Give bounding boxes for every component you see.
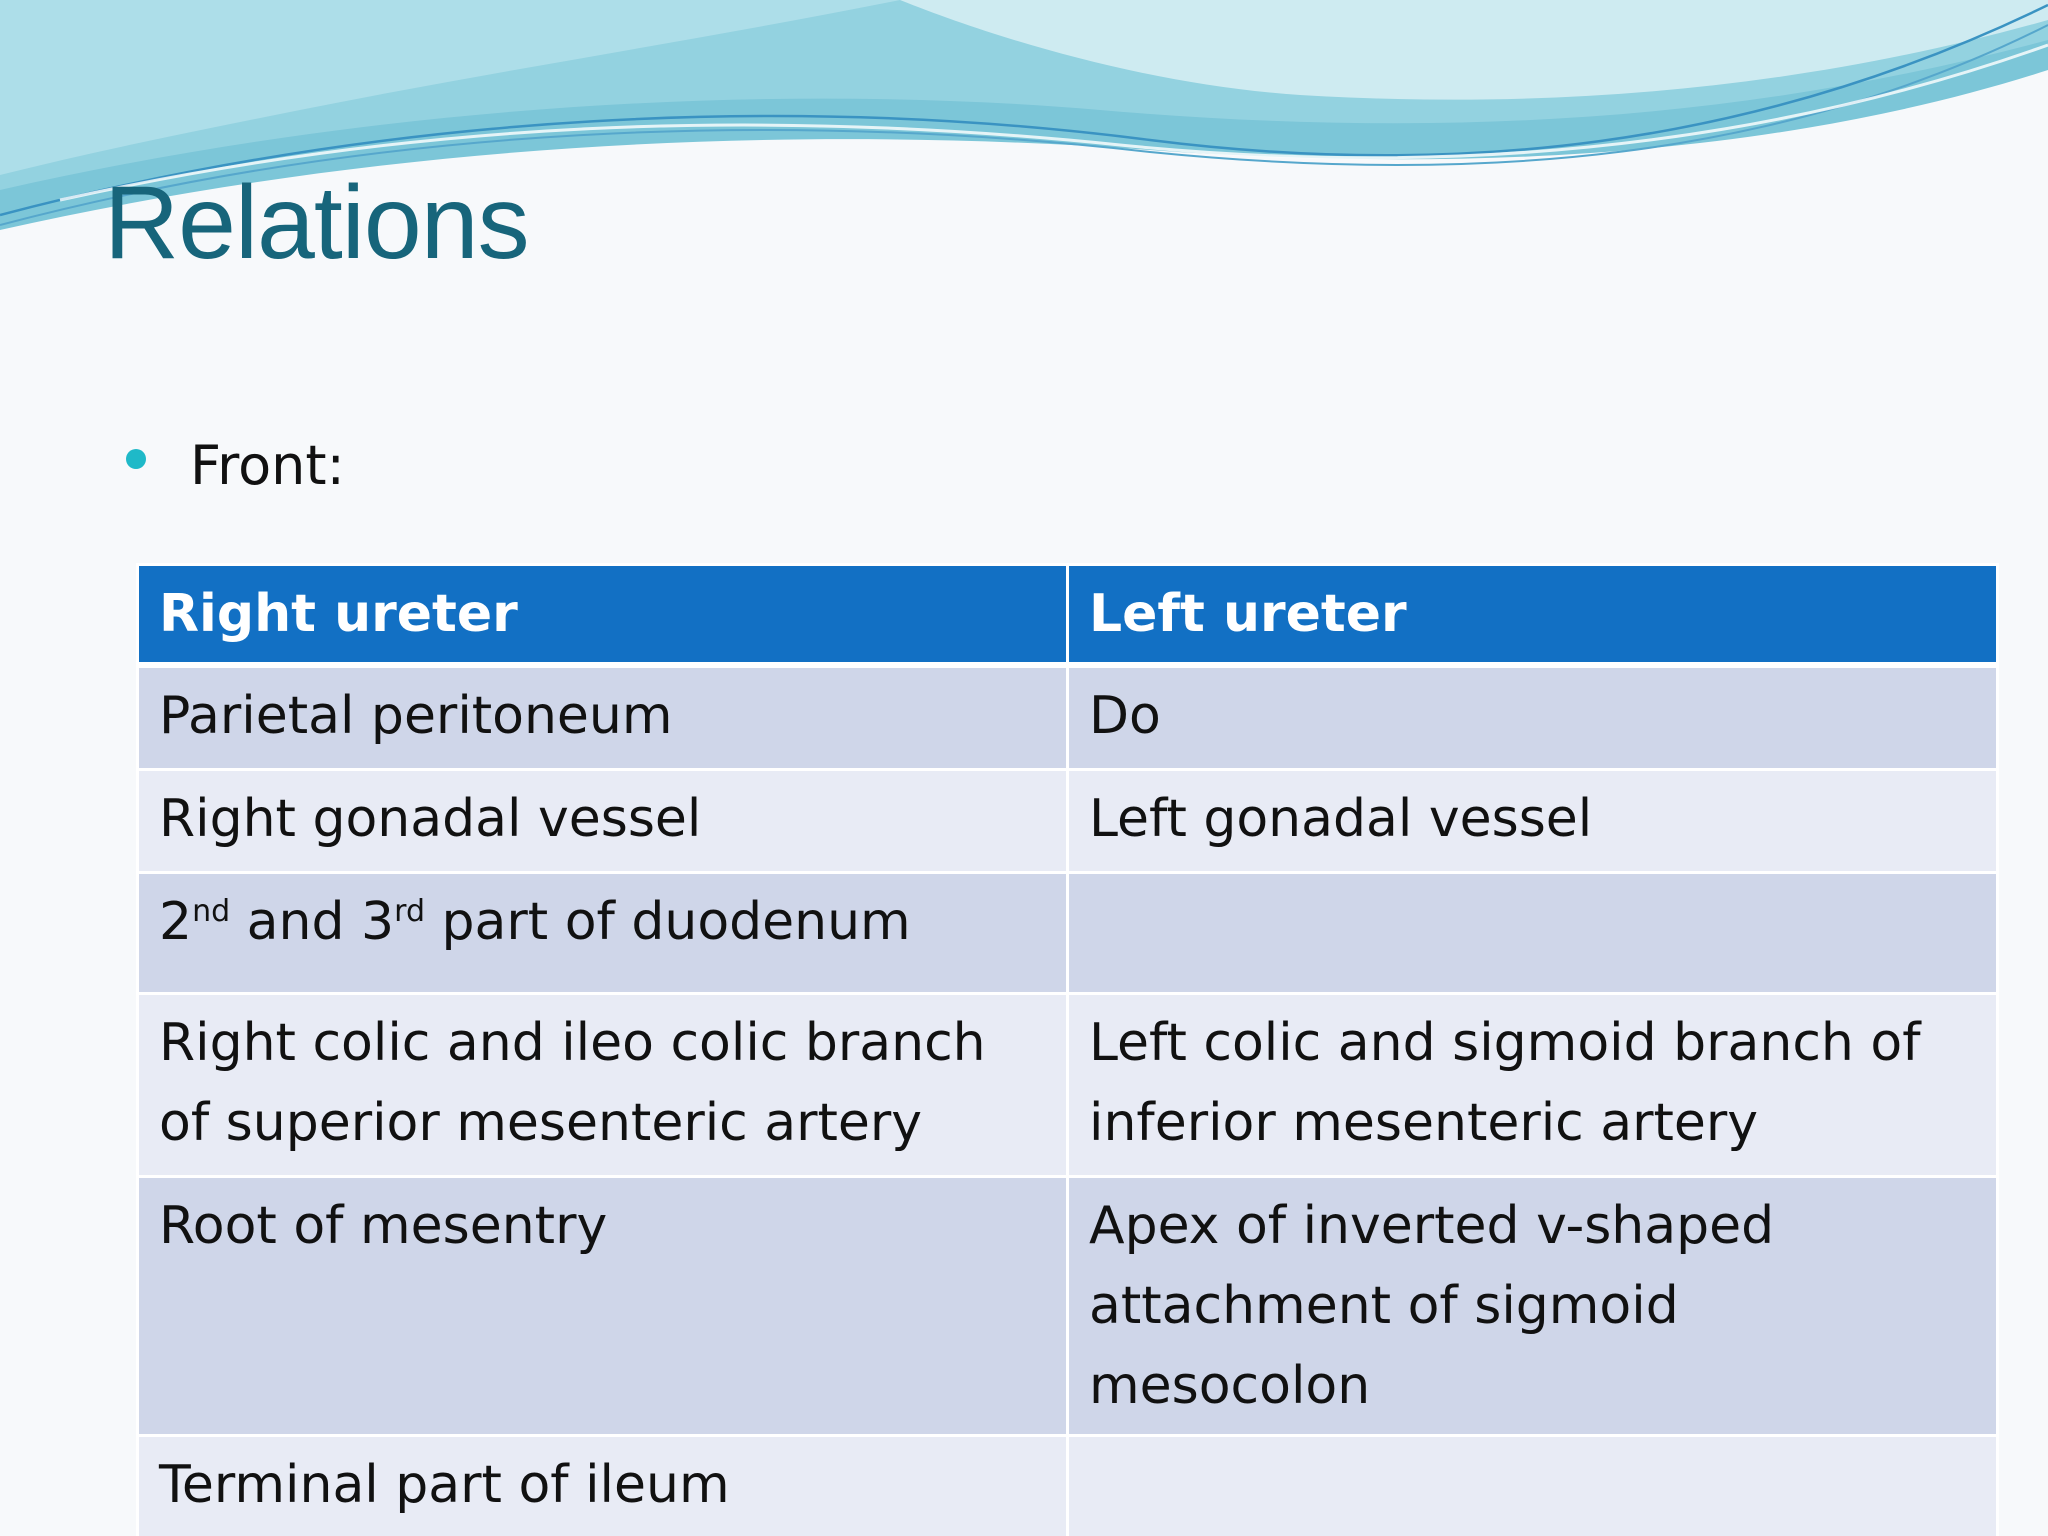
superscript: rd	[394, 894, 425, 929]
text-fragment: 2	[159, 892, 193, 952]
table-row	[138, 1177, 1998, 1436]
table-row	[138, 665, 1998, 770]
table-row	[138, 770, 1998, 873]
relations-table	[136, 563, 1999, 1536]
header-left-ureter: Left ureter	[1068, 565, 1998, 666]
table-row	[138, 994, 1998, 1177]
table-row	[138, 873, 1998, 994]
cell-right: Right gonadal vessel	[138, 770, 1068, 873]
cell-left	[1068, 1436, 1998, 1536]
superscript: nd	[192, 894, 231, 929]
cell-right: Parietal peritoneum	[138, 665, 1068, 770]
cell-right: Terminal part of ileum	[138, 1436, 1068, 1536]
text-fragment: part of duodenum	[425, 892, 911, 952]
bullet-dot-icon	[126, 449, 146, 469]
slide-title: Relations	[104, 165, 529, 281]
text-fragment: and 3	[230, 892, 395, 952]
cell-left: Do	[1068, 665, 1998, 770]
bullet-text: Front:	[190, 433, 345, 497]
cell-left: Apex of inverted v-shaped attachment of sigmoid mesocolon	[1068, 1177, 1998, 1436]
cell-right	[138, 873, 1068, 994]
cell-right: Root of mesentry	[138, 1177, 1068, 1436]
bullet-item	[126, 430, 345, 500]
header-right-ureter: Right ureter	[138, 565, 1068, 666]
cell-right: Right colic and ileo colic branch of superior mesenteric artery	[138, 994, 1068, 1177]
table-row	[138, 1436, 1998, 1536]
cell-left: Left colic and sigmoid branch of inferior mesenteric artery	[1068, 994, 1998, 1177]
cell-left: Left gonadal vessel	[1068, 770, 1998, 873]
table-header-row	[138, 565, 1998, 666]
cell-left	[1068, 873, 1998, 994]
